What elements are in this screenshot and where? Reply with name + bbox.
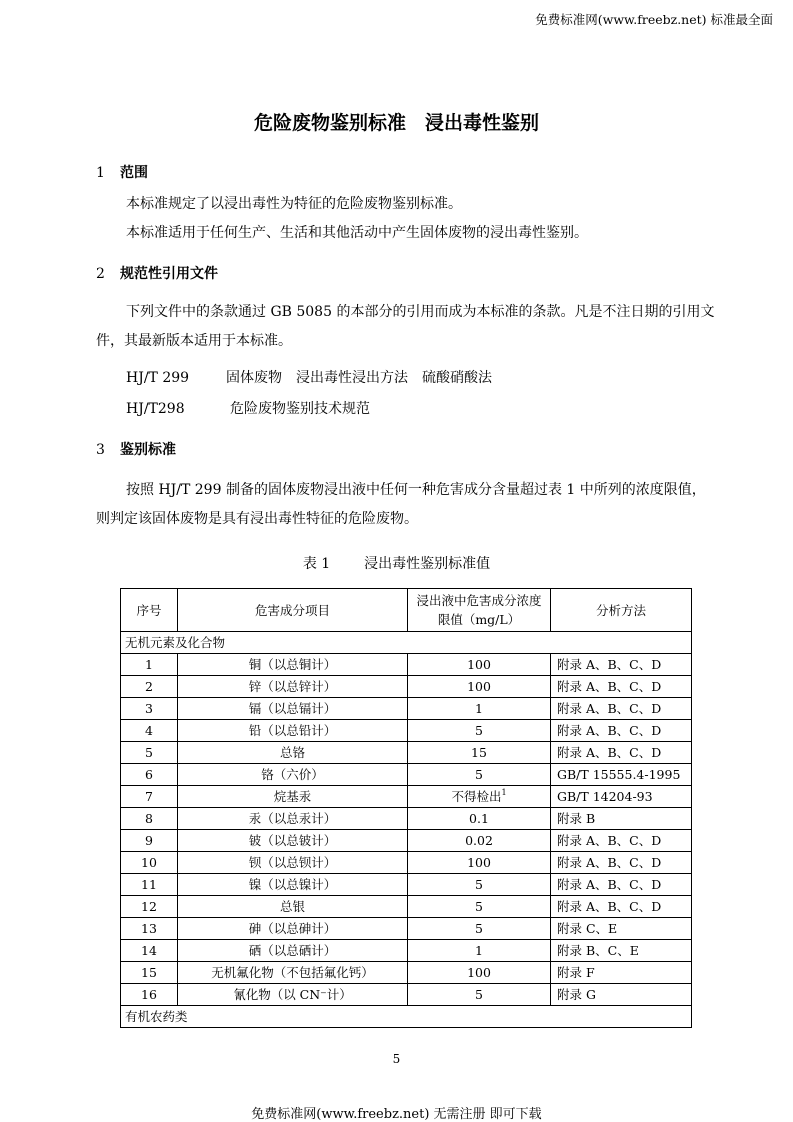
cell-limit: 0.02 bbox=[408, 830, 551, 852]
table-row bbox=[121, 676, 692, 698]
table-row bbox=[121, 896, 692, 918]
table-caption-label: 表 1 bbox=[302, 556, 331, 572]
table-caption bbox=[0, 553, 793, 573]
group-label-organic-pesticides: 有机农药类 bbox=[121, 1006, 692, 1028]
cell-method: 附录 A、B、C、D bbox=[551, 676, 692, 698]
cell-method: 附录 A、B、C、D bbox=[551, 852, 692, 874]
header-serial: 序号 bbox=[121, 589, 178, 632]
cell-method: 附录 A、B、C、D bbox=[551, 720, 692, 742]
cell-limit: 100 bbox=[408, 962, 551, 984]
table-group-row bbox=[121, 632, 692, 654]
cell-limit: 15 bbox=[408, 742, 551, 764]
cell-no: 4 bbox=[121, 720, 178, 742]
table-caption-title: 浸出毒性鉴别标准值 bbox=[364, 556, 491, 572]
cell-no: 11 bbox=[121, 874, 178, 896]
table-row bbox=[121, 940, 692, 962]
cell-item: 砷（以总砷计） bbox=[178, 918, 408, 940]
cell-limit: 5 bbox=[408, 874, 551, 896]
cell-limit: 5 bbox=[408, 984, 551, 1006]
section-number: 1 bbox=[96, 165, 105, 181]
table-row bbox=[121, 720, 692, 742]
cell-method: 附录 A、B、C、D bbox=[551, 742, 692, 764]
cell-limit bbox=[408, 786, 551, 808]
cell-method: 附录 A、B、C、D bbox=[551, 654, 692, 676]
cell-limit: 5 bbox=[408, 896, 551, 918]
table-row bbox=[121, 830, 692, 852]
table-row bbox=[121, 698, 692, 720]
cell-item: 硒（以总硒计） bbox=[178, 940, 408, 962]
cell-item: 铬（六价） bbox=[178, 764, 408, 786]
cell-method: GB/T 14204-93 bbox=[551, 786, 692, 808]
header-method: 分析方法 bbox=[551, 589, 692, 632]
cell-no: 10 bbox=[121, 852, 178, 874]
table-row bbox=[121, 918, 692, 940]
cell-item: 无机氟化物（不包括氟化钙） bbox=[178, 962, 408, 984]
section-title: 规范性引用文件 bbox=[120, 266, 218, 282]
cell-item: 镍（以总镍计） bbox=[178, 874, 408, 896]
cell-limit: 100 bbox=[408, 654, 551, 676]
cell-item: 钡（以总钡计） bbox=[178, 852, 408, 874]
cell-item: 锌（以总锌计） bbox=[178, 676, 408, 698]
cell-limit: 100 bbox=[408, 852, 551, 874]
cell-no: 3 bbox=[121, 698, 178, 720]
reference-title: 危险废物鉴别技术规范 bbox=[230, 401, 370, 417]
cell-no: 7 bbox=[121, 786, 178, 808]
table-group-row bbox=[121, 1006, 692, 1028]
cell-item: 铜（以总铜计） bbox=[178, 654, 408, 676]
cell-limit: 5 bbox=[408, 918, 551, 940]
cell-method: 附录 B bbox=[551, 808, 692, 830]
table-row bbox=[121, 808, 692, 830]
cell-no: 2 bbox=[121, 676, 178, 698]
cell-method: 附录 A、B、C、D bbox=[551, 896, 692, 918]
leaching-toxicity-table bbox=[120, 588, 692, 1028]
cell-item: 镉（以总镉计） bbox=[178, 698, 408, 720]
section-2-paragraph: 下列文件中的条款通过 GB 5085 的本部分的引用而成为本标准的条款。凡是不注日期的引用文件，其最新版本适用于本标准。 bbox=[96, 304, 715, 349]
table-row bbox=[121, 874, 692, 896]
page-footer: 免费标准网(www.freebz.net) 无需注册 即可下载 bbox=[251, 1107, 542, 1122]
cell-item: 烷基汞 bbox=[178, 786, 408, 808]
cell-no: 5 bbox=[121, 742, 178, 764]
cell-no: 8 bbox=[121, 808, 178, 830]
cell-limit: 100 bbox=[408, 676, 551, 698]
cell-limit: 1 bbox=[408, 698, 551, 720]
section-1-heading bbox=[96, 162, 148, 182]
section-number: 2 bbox=[96, 266, 105, 282]
cell-method: 附录 A、B、C、D bbox=[551, 874, 692, 896]
reference-code: HJ/T 299 bbox=[126, 370, 190, 386]
section-1-paragraph-2: 本标准适用于任何生产、生活和其他活动中产生固体废物的浸出毒性鉴别。 bbox=[126, 225, 588, 241]
document-title: 危险废物鉴别标准 浸出毒性鉴别 bbox=[253, 112, 539, 134]
reference-code: HJ/T298 bbox=[126, 401, 185, 417]
table-row bbox=[121, 852, 692, 874]
cell-method: GB/T 15555.4-1995 bbox=[551, 764, 692, 786]
cell-item: 氰化物（以 CN⁻计） bbox=[178, 984, 408, 1006]
cell-no: 15 bbox=[121, 962, 178, 984]
section-3-paragraph: 按照 HJ/T 299 制备的固体废物浸出液中任何一种危害成分含量超过表 1 中所列的浓度限值，则判定该固体废物是具有浸出毒性特征的危险废物。 bbox=[96, 482, 706, 527]
section-title: 鉴别标准 bbox=[120, 442, 176, 458]
cell-limit: 1 bbox=[408, 940, 551, 962]
table-row bbox=[121, 962, 692, 984]
cell-item: 总铬 bbox=[178, 742, 408, 764]
cell-no: 6 bbox=[121, 764, 178, 786]
section-3-heading bbox=[96, 439, 176, 459]
cell-limit-text: 不得检出 bbox=[451, 789, 502, 804]
cell-method: 附录 B、C、E bbox=[551, 940, 692, 962]
table-header-row bbox=[121, 589, 692, 632]
cell-item: 汞（以总汞计） bbox=[178, 808, 408, 830]
table-row bbox=[121, 984, 692, 1006]
reference-title: 固体废物 浸出毒性浸出方法 硫酸硝酸法 bbox=[226, 370, 492, 386]
section-2-heading bbox=[96, 263, 218, 283]
reference-item bbox=[126, 398, 370, 418]
cell-item: 总银 bbox=[178, 896, 408, 918]
header-limit: 浸出液中危害成分浓度限值（mg/L） bbox=[408, 589, 551, 632]
page-header: 免费标准网(www.freebz.net) 标准最全面 bbox=[535, 12, 773, 27]
cell-no: 1 bbox=[121, 654, 178, 676]
table-row bbox=[121, 654, 692, 676]
footnote-marker: 1 bbox=[501, 788, 507, 797]
cell-no: 14 bbox=[121, 940, 178, 962]
cell-method: 附录 F bbox=[551, 962, 692, 984]
section-title: 范围 bbox=[120, 165, 148, 181]
cell-method: 附录 G bbox=[551, 984, 692, 1006]
group-label-inorganic: 无机元素及化合物 bbox=[121, 632, 692, 654]
cell-no: 12 bbox=[121, 896, 178, 918]
page-number: 5 bbox=[392, 1052, 401, 1066]
cell-item: 铍（以总铍计） bbox=[178, 830, 408, 852]
cell-no: 9 bbox=[121, 830, 178, 852]
cell-no: 16 bbox=[121, 984, 178, 1006]
table-row bbox=[121, 742, 692, 764]
section-1-paragraph-1: 本标准规定了以浸出毒性为特征的危险废物鉴别标准。 bbox=[126, 196, 462, 212]
cell-limit: 5 bbox=[408, 764, 551, 786]
cell-method: 附录 C、E bbox=[551, 918, 692, 940]
cell-item: 铅（以总铅计） bbox=[178, 720, 408, 742]
cell-method: 附录 A、B、C、D bbox=[551, 698, 692, 720]
cell-limit: 5 bbox=[408, 720, 551, 742]
cell-method: 附录 A、B、C、D bbox=[551, 830, 692, 852]
reference-item bbox=[126, 367, 492, 387]
header-item: 危害成分项目 bbox=[178, 589, 408, 632]
table-row bbox=[121, 786, 692, 808]
cell-no: 13 bbox=[121, 918, 178, 940]
cell-limit: 0.1 bbox=[408, 808, 551, 830]
table-row bbox=[121, 764, 692, 786]
section-number: 3 bbox=[96, 442, 105, 458]
